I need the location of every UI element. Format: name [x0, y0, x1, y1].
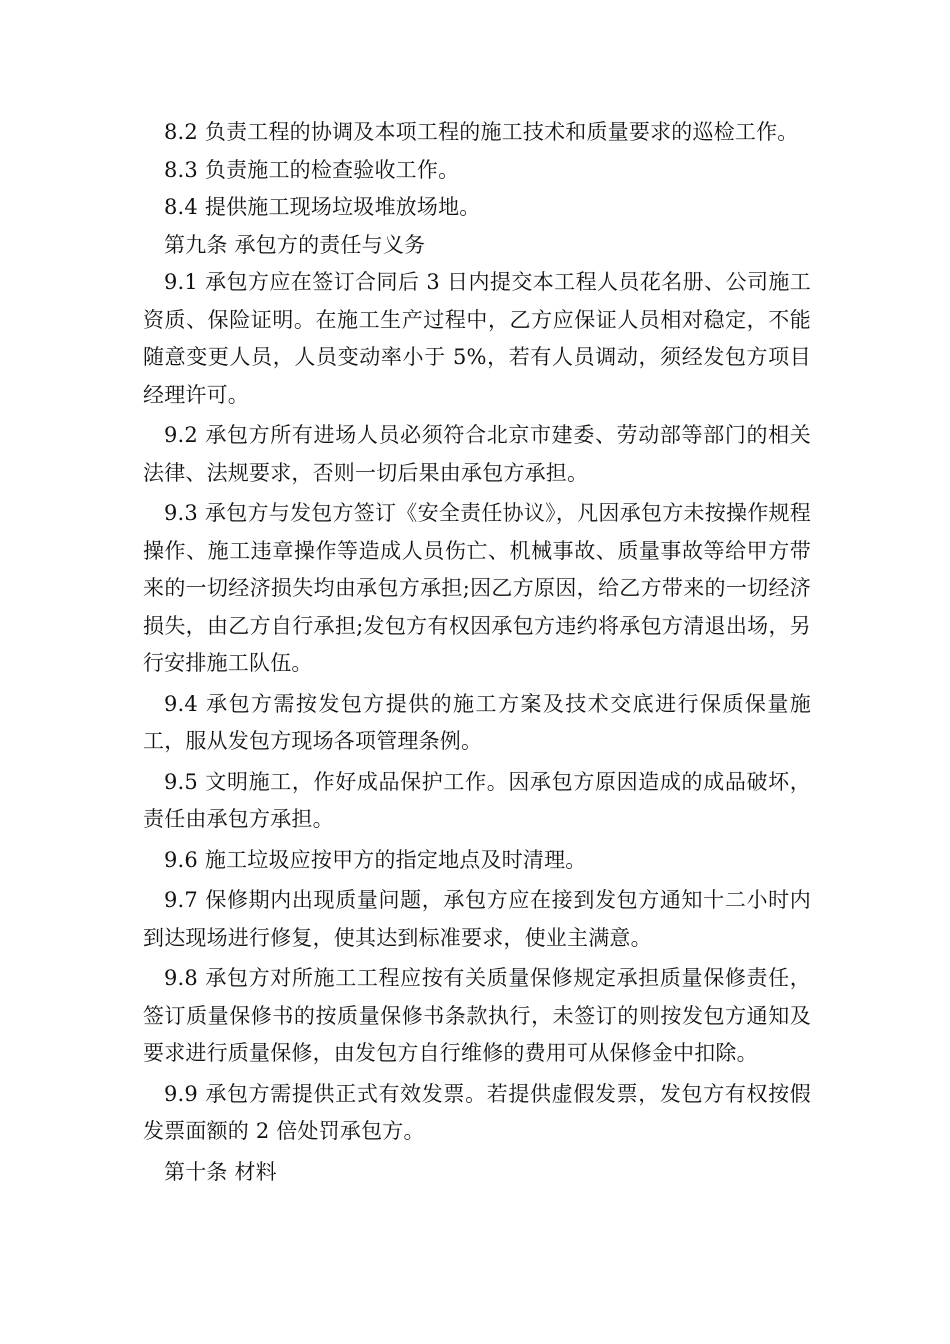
clause-8-3: 8.3 负责施工的检查验收工作。 [164, 157, 460, 182]
clause-9-2: 9.2 承包方所有进场人员必须符合北京市建委、劳动部等部门的相关法律、法规要求，否则一切后果由承包方承担。 [143, 423, 811, 485]
clause-9-9: 9.9 承包方需提供正式有效发票。若提供虚假发票，发包方有权按假发票面额的 2 倍处罚承包方。 [143, 1081, 811, 1143]
clause-9-4: 9.4 承包方需按发包方提供的施工方案及技术交底进行保质保量施工，服从发包方现场各项管理条例。 [143, 691, 811, 753]
clause-9-5: 9.5 文明施工，作好成品保护工作。因承包方原因造成的成品破坏，责任由承包方承担。 [143, 769, 811, 831]
clause-9-8: 9.8 承包方对所施工工程应按有关质量保修规定承担质量保修责任，签订质量保修书的按质量保修书条款执行，未签订的则按发包方通知及要求进行质量保修，由发包方自行维修的费用可从保修金中扣除。 [143, 966, 811, 1065]
article-9-heading: 第九条 承包方的责任与义务 [164, 232, 426, 257]
clause-8-2: 8.2 负责工程的协调及本项工程的施工技术和质量要求的巡检工作。 [164, 120, 799, 144]
clause-9-6: 9.6 施工垃圾应按甲方的指定地点及时清理。 [164, 847, 587, 872]
clause-9-3: 9.3 承包方与发包方签订《安全责任协议》，凡因承包方未按操作规程操作、施工违章操作等造成人员伤亡、机械事故、质量事故等给甲方带来的一切经济损失均由承包方承担;因乙方原因，给乙方带来的一切经济损失，由乙方自行承担;发包方有权因承包方违约将承包方清退出场，另行安排施工队伍。 [143, 501, 811, 675]
clause-8-4: 8.4 提供施工现场垃圾堆放场地。 [164, 195, 481, 219]
clause-9-7: 9.7 保修期内出现质量问题，承包方应在接到发包方通知十二小时内到达现场进行修复，使其达到标准要求，使业主满意。 [143, 888, 811, 950]
document-body [143, 114, 811, 1191]
clause-9-1: 9.1 承包方应在签订合同后 3 日内提交本工程人员花名册、公司施工资质、保险证明。在施工生产过程中，乙方应保证人员相对稳定，不能随意变更人员，人员变动率小于 5%，若有人员调动，须经发包方项目经理许可。 [143, 270, 811, 407]
article-10-heading: 第十条 材料 [164, 1159, 277, 1184]
